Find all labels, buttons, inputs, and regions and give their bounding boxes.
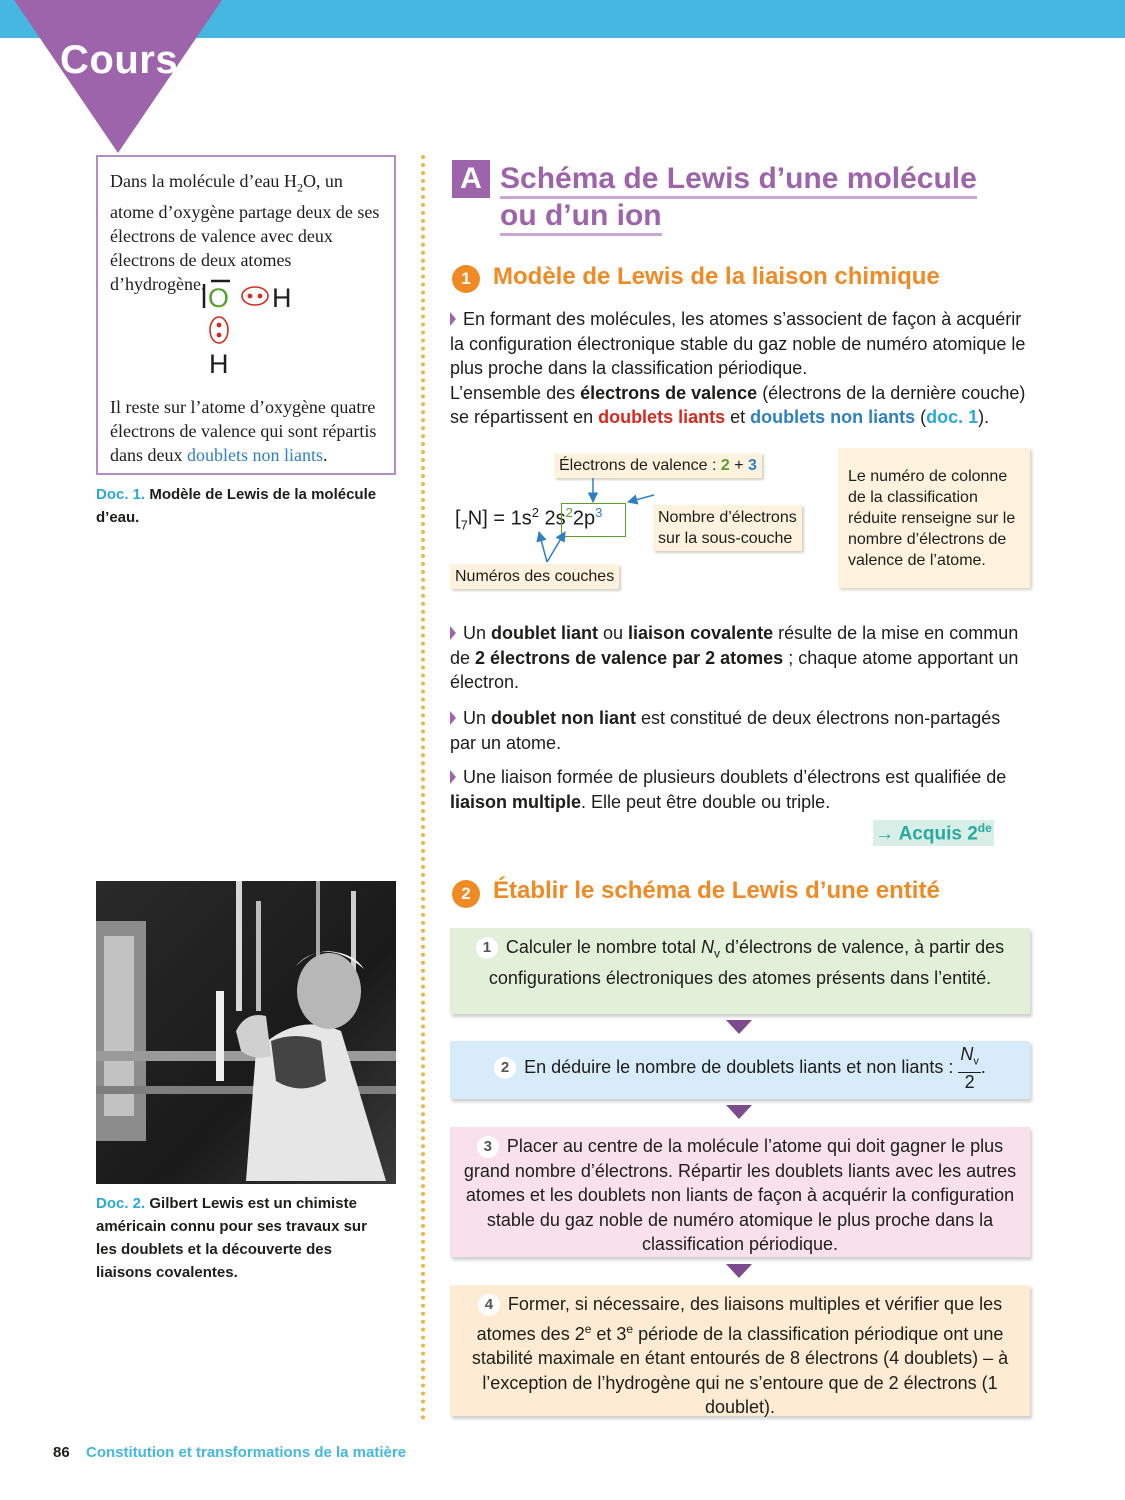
sub1-p2-a: L’ensemble des [450,382,581,403]
b2-a: Un [463,708,492,728]
valence-tag-b: 3 [748,457,757,474]
doc1-text-2a: Il reste sur l’atome d’oxygène quatre électrons de valence qui sont répartis dans deux [110,397,377,465]
doc1-text-2 [110,395,386,467]
b2-b: doublet non liant [491,708,636,728]
formula-n: N] = 1s [467,507,532,530]
b1-g: ; chaque atome apportant un électron. [450,647,1019,692]
arrow-down-icon [726,1105,752,1119]
formula-sup1: 2 [531,505,539,520]
sub1-p2-doc-ref: doc. 1 [926,407,979,427]
valence-tag-a: 2 [720,457,730,474]
hydrogen-atom-bottom: H [209,349,229,378]
section-a-badge: A [452,160,490,198]
sub2-title: Établir le schéma de Lewis d’une entité [493,877,940,904]
step-3-text: Placer au centre de la molécule l’atome qui doit gagner le plus grand nombre d’électrons. Répartir les doublets liants avec les autres atomes et les doublets non liants de façon à acquérir la configuration stable du gaz noble de numéro atomique le plus proche dans la classification périodique. [463,1136,1017,1254]
arrow-couche-2 [547,532,565,562]
step-3-number: 3 [477,1136,499,1158]
acquis-text: → Acquis 2 [875,823,978,845]
doc1-text-2-end: . [322,445,328,465]
step-4-text-a: Former, si nécessaire, des liaisons multiples et vérifier que les atomes des 2 [476,1294,1003,1344]
b1-d: liaison covalente [628,623,774,643]
electron-dot [217,333,222,338]
bond-pair-horizontal [242,287,268,305]
electron-dot [248,294,253,299]
b2-c: est constitué de deux électrons non-partagés par un atome. [450,708,1001,753]
formula-open: [ [455,507,461,530]
sub1-p2-c: (électrons de la dernière couche) se répartissent en [450,382,1026,427]
step-1-text-a: Calculer le nombre total [505,937,701,957]
step-4-text-c: période de la classification périodique ont une stabilité maximale en étant entourés de 8 électrons (4 doublets) – à l’exception de l’hydrogène qui ne s’entoure que de 2 électrons (1 doublet). [471,1323,1009,1417]
bullet-icon [450,312,456,326]
formula-2p: 2p [572,507,596,530]
b3-c: . Elle peut être double ou triple. [581,791,831,812]
sub1-title: Modèle de Lewis de la liaison chimique [493,263,940,290]
step-1-number: 1 [476,937,498,959]
section-a-title [500,160,1000,234]
formula-2s: 2s [544,507,566,530]
bond-pair-vertical [210,317,228,343]
formula-sup3: 3 [595,505,603,520]
step-1-nv: N [700,937,714,957]
acquis-link[interactable] [873,820,994,846]
arrow-couche-1 [539,532,547,562]
formula-atomic-number: 7 [460,517,468,533]
sub1-p2-b: électrons de valence [580,382,758,403]
step-2-frac-num-sub: v [973,1055,979,1068]
step-4-box [450,1285,1030,1416]
sub1-p2-doublets-liants: doublets liants [598,407,726,427]
step-4-sup-a: e [584,1321,592,1336]
doc1-text-1 [110,169,386,296]
water-lewis-diagram [198,278,308,378]
step-1-text-b: d’électrons de valence, à partir des configurations électroniques des atomes présents dans l’entité. [488,937,1005,989]
valence-tag-plus: + [729,457,749,474]
sub1-p2-e: et [725,407,751,427]
sous-couche-tag-line1: Nombre d’électrons [658,509,797,526]
sub1-paragraph-1 [450,307,1030,430]
doc1-text-1a: Dans la molécule d’eau H [110,171,297,191]
doc1-text-2-highlight: doublets non liants [186,445,323,465]
doc2-caption-ref: Doc. 2. [96,1195,146,1212]
step-1-box [450,928,1030,1014]
bullet-icon [450,626,456,640]
step-2-box [450,1041,1030,1099]
doc1-text-1b: O, un atome d’oxygène partage deux de ses électrons de valence avec deux électrons de deux atomes d’hydrogène. [110,171,380,294]
footer-title: Constitution et transformations de la matière [86,1444,407,1461]
section-a-title-line2: ou d’un ion [500,199,662,236]
bullet-icon [450,711,456,725]
step-2-number: 2 [494,1057,516,1079]
formula-sup2: 2 [565,505,573,520]
section-a-title-line1: Schéma de Lewis d’une molécule [500,162,977,199]
cours-label: Cours [60,38,179,82]
doc1-caption-text: Modèle de Lewis de la molécule d’eau. [96,486,377,526]
step-4-text-b: et 3 [591,1323,627,1344]
bullet-doublet-liant [450,621,1030,695]
step-2-end: . [980,1057,986,1078]
valence-tag-text: Électrons de valence : [559,457,721,474]
arrow-sous-couche [628,495,654,502]
b1-f: 2 électrons de valence par 2 atomes [475,647,784,668]
step-4-sup-b: e [626,1321,634,1336]
step-2-fraction [958,1045,981,1092]
b1-c: ou [598,623,629,643]
bullet-liaison-multiple [450,765,1030,814]
sub1-p2-doublets-non-liants: doublets non liants [750,407,916,427]
arrow-down-icon [726,1020,752,1034]
doc1-caption-ref: Doc. 1. [96,486,146,503]
b1-a: Un [463,623,492,643]
b1-e: résulte de la mise en commun de [450,623,1019,668]
side-note: Le numéro de colonne de la classification réduite renseigne sur le nombre d’électrons de valence de l’atome. [838,448,1030,588]
electron-dot [258,294,263,299]
arrow-down-icon [726,1264,752,1278]
oxygen-atom: O [208,283,230,313]
doc1-caption [96,483,396,529]
gilbert-lewis-photo [96,881,396,1184]
step-4-number: 4 [478,1294,500,1316]
bullet-doublet-non-liant [450,706,1030,755]
step-2-text: En déduire le nombre de doublets liants et non liants : [524,1057,959,1078]
doc1-box [96,155,396,475]
couches-tag: Numéros des couches [450,564,619,589]
acquis-sup: de [977,821,992,835]
sub1-p2-i: ). [978,407,990,427]
b3-a: Une liaison formée de plusieurs doublets d’électrons est qualifiée de [463,767,1007,787]
column-divider [421,155,425,1421]
hydrogen-atom-right: H [272,283,292,313]
b3-b: liaison multiple [450,791,582,812]
doc1-text-1-sub: 2 [296,180,303,195]
doc2-caption-text: Gilbert Lewis est un chimiste américain connu pour ses travaux sur les doublets et la découverte des liaisons covalentes. [96,1195,367,1281]
electron-dot [217,323,222,328]
bullet-icon [450,770,456,784]
step-2-frac-den: 2 [964,1071,975,1092]
step-3-box [450,1127,1030,1257]
sous-couche-tag-line2: sur la sous-couche [658,530,793,547]
step-2-frac-num: N [960,1044,974,1064]
doc2-caption [96,1192,376,1284]
sub2-badge: 2 [452,880,480,908]
step-1-nv-sub: v [713,946,720,961]
sub1-badge: 1 [452,265,480,293]
sub1-p1-text: En formant des molécules, les atomes s’associent de façon à acquérir la configuration électronique stable du gaz noble de numéro atomique le plus proche dans la classification périodique. [450,309,1026,378]
sous-couche-tag [653,505,802,551]
sub1-p2-g: ( [915,407,927,427]
page-number: 86 [53,1444,70,1461]
b1-b: doublet liant [491,623,599,643]
